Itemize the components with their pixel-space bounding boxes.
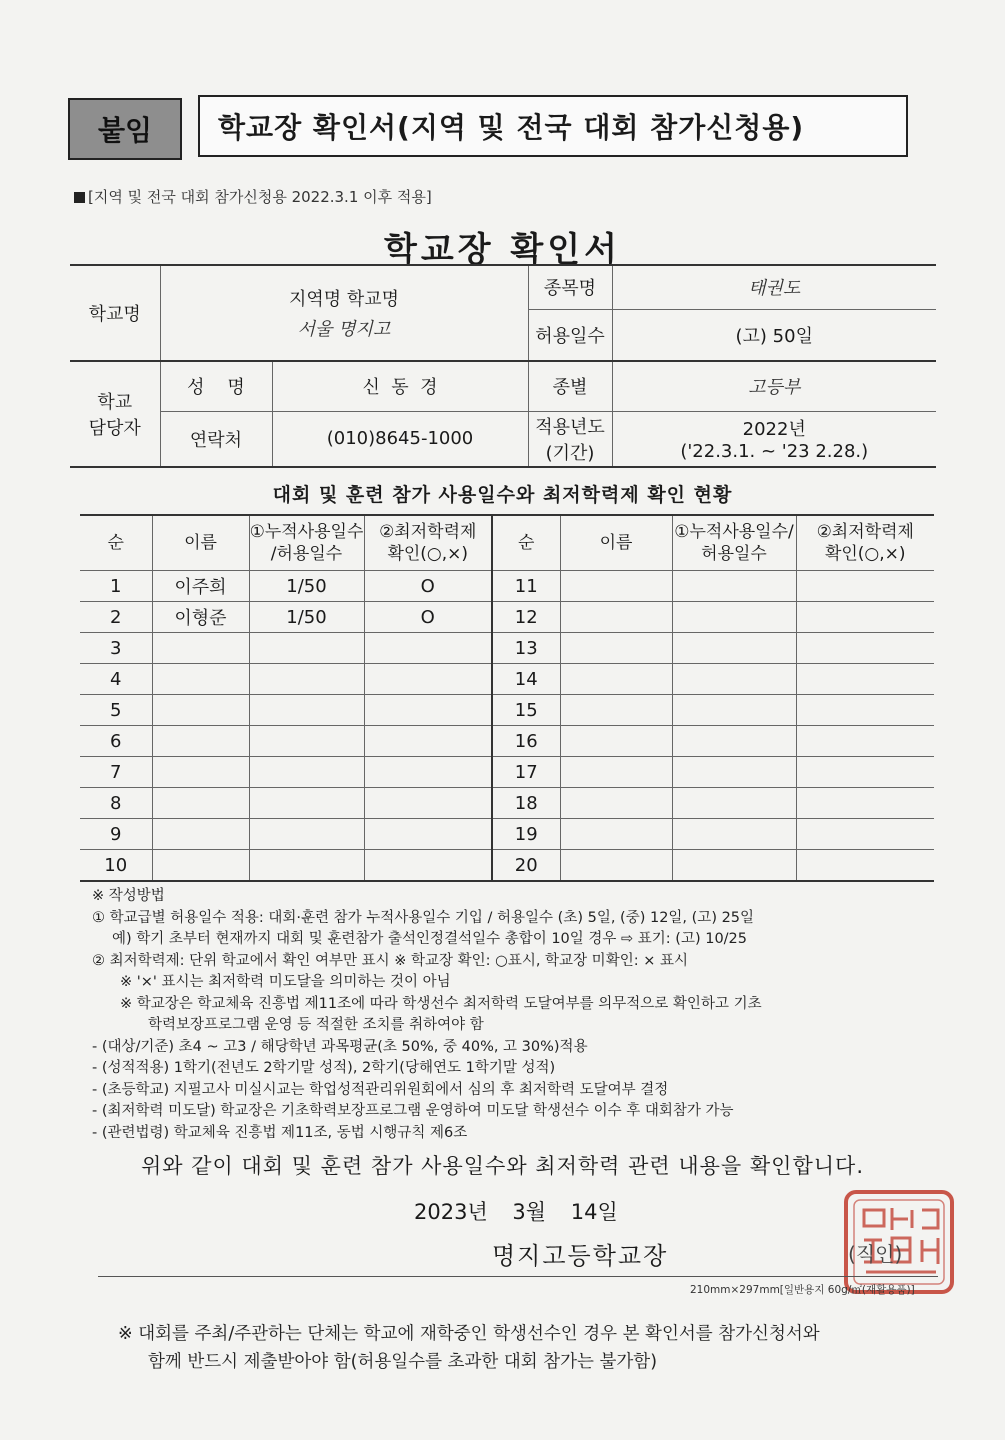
table-cell-no-l: 7 xyxy=(80,757,152,788)
instructions xyxy=(92,886,942,1144)
table-cell-no-l: 5 xyxy=(80,695,152,726)
usage-table-body xyxy=(80,571,934,882)
table-cell-check-r xyxy=(796,695,934,726)
table-cell-check-r xyxy=(796,819,934,850)
table-cell-check-r xyxy=(796,602,934,633)
table-cell-check-l xyxy=(364,633,492,664)
period-value: ('22.3.1. ~ '23 2.28.) xyxy=(680,441,869,463)
manager-label-line2: 담당자 xyxy=(88,418,141,439)
table-cell-name-r xyxy=(560,664,672,695)
top-note-text: [지역 및 전국 대회 참가신청용 2022.3.1 이후 적용] xyxy=(88,188,432,206)
table-cell-check-r xyxy=(796,788,934,819)
table-cell-days-l xyxy=(249,788,364,819)
instruction-line: ① 학교급별 허용일수 적용: 대회·훈련 참가 누적사용일수 기입 / 허용일수 (초) 5일, (중) 12일, (고) 25일 xyxy=(92,909,755,926)
issue-date xyxy=(414,1196,636,1226)
table-cell-no-l: 8 xyxy=(80,788,152,819)
table-row xyxy=(80,571,934,602)
table-cell-days-l xyxy=(249,757,364,788)
table-row xyxy=(80,602,934,633)
col-header-no: 순 xyxy=(80,515,152,571)
document-title: 학교장 확인서 xyxy=(384,230,621,270)
table-cell-no-l: 1 xyxy=(80,571,152,602)
table-cell-days-l xyxy=(249,726,364,757)
table-cell-name-l xyxy=(152,695,249,726)
table-row xyxy=(80,788,934,819)
table-cell-days-l xyxy=(249,819,364,850)
year-cell xyxy=(612,411,936,467)
manager-label-line1: 학교 xyxy=(97,392,133,413)
table-cell-check-r xyxy=(796,571,934,602)
bottom-note xyxy=(118,1320,938,1376)
table-cell-name-l xyxy=(152,788,249,819)
table-cell-days-l: 1/50 xyxy=(249,571,364,602)
table-cell-check-l xyxy=(364,664,492,695)
table-cell-days-l xyxy=(249,695,364,726)
table-cell-days-r xyxy=(672,757,796,788)
table-cell-no-r: 17 xyxy=(492,757,560,788)
instruction-line: - (대상/기준) 초4 ~ 고3 / 해당학년 과목평균(초 50%, 중 40%, 고 30%)적용 xyxy=(92,1038,588,1055)
principal-name: 명지고등학교장 xyxy=(492,1242,669,1270)
table-cell-days-r xyxy=(672,788,796,819)
seal-mark: (직인) xyxy=(848,1242,903,1266)
col-header-name-right: 이름 xyxy=(560,515,672,571)
instruction-line: - (최저학력 미도달) 학교장은 기초학력보장프로그램 운영하여 미도달 학생선수 이수 후 대회참가 가능 xyxy=(92,1103,734,1119)
col-header-academic-right-line2: 확인(○,×) xyxy=(824,544,906,564)
table-cell-name-r xyxy=(560,571,672,602)
table-cell-no-r: 20 xyxy=(492,850,560,882)
top-note xyxy=(74,186,432,207)
col-header-academic-right xyxy=(796,515,934,571)
table-cell-no-r: 16 xyxy=(492,726,560,757)
allowed-days-value: (고) 50일 xyxy=(612,309,936,361)
table-cell-no-r: 11 xyxy=(492,571,560,602)
table-cell-name-r xyxy=(560,850,672,882)
table-cell-name-r xyxy=(560,819,672,850)
table-cell-name-l xyxy=(152,819,249,850)
instruction-line: - (관련법령) 학교체육 진흥법 제11조, 동법 시행규칙 제6조 xyxy=(92,1124,468,1141)
table-cell-check-l xyxy=(364,788,492,819)
col-header-no-right: 순 xyxy=(492,515,560,571)
table-cell-name-l xyxy=(152,757,249,788)
date-day: 14일 xyxy=(570,1200,618,1224)
form-title: 학교장 확인서(지역 및 전국 대회 참가신청용) xyxy=(198,95,908,157)
col-header-academic-right-line1: ②최저학력제 xyxy=(816,522,914,542)
table-cell-days-r xyxy=(672,571,796,602)
table-cell-days-r xyxy=(672,664,796,695)
table-cell-days-r xyxy=(672,819,796,850)
table-cell-days-l xyxy=(249,633,364,664)
col-header-days-line2: /허용일수 xyxy=(270,544,343,564)
table-cell-days-r xyxy=(672,695,796,726)
table-cell-no-l: 2 xyxy=(80,602,152,633)
table-cell-name-l: 이형준 xyxy=(152,602,249,633)
instruction-line: 학력보장프로그램 운영 등 적절한 조치를 취하여야 함 xyxy=(148,1017,484,1033)
school-sub-label: 지역명 학교명 xyxy=(288,289,400,310)
table-cell-no-l: 9 xyxy=(80,819,152,850)
col-header-academic-line2: 확인(○,×) xyxy=(387,544,469,564)
category-value: 고등부 xyxy=(612,361,936,411)
table-cell-check-r xyxy=(796,633,934,664)
square-bullet-icon xyxy=(74,192,85,203)
table-cell-no-r: 15 xyxy=(492,695,560,726)
table-cell-no-l: 4 xyxy=(80,664,152,695)
instruction-heading: ※ 작성방법 xyxy=(92,888,165,904)
table-cell-days-l: 1/50 xyxy=(249,602,364,633)
year-label-line2: (기간) xyxy=(545,442,595,464)
table-cell-name-l: 이주희 xyxy=(152,571,249,602)
category-label: 종별 xyxy=(528,361,612,411)
instruction-line: ※ 학교장은 학교체육 진흥법 제11조에 따라 학생선수 최저학력 도달여부를 의무적으로 확인하고 기초 xyxy=(120,995,762,1012)
table-row xyxy=(80,819,934,850)
usage-header-row xyxy=(80,515,934,571)
year-label xyxy=(528,411,612,467)
col-header-days-right-line1: ①누적사용일수/ xyxy=(674,522,794,542)
manager-label xyxy=(70,361,160,467)
table-cell-days-r xyxy=(672,850,796,882)
footer-divider xyxy=(98,1276,938,1277)
instruction-line: ※ '×' 표시는 최저학력 미도달을 의미하는 것이 아님 xyxy=(120,974,451,990)
table-cell-check-l xyxy=(364,726,492,757)
event-value: 태권도 xyxy=(612,265,936,309)
table-row xyxy=(80,726,934,757)
table-cell-days-r xyxy=(672,633,796,664)
instruction-line: ② 최저학력제: 단위 학교에서 확인 여부만 표시 ※ 학교장 확인: ○표시, 학교장 미확인: × 표시 xyxy=(92,952,688,969)
attachment-label: 붙임 xyxy=(68,98,182,160)
table-cell-no-r: 13 xyxy=(492,633,560,664)
col-header-name: 이름 xyxy=(152,515,249,571)
table-cell-name-r xyxy=(560,788,672,819)
col-header-academic-line1: ②최저학력제 xyxy=(379,522,477,542)
year-value: 2022년 xyxy=(742,419,806,441)
table-cell-name-l xyxy=(152,726,249,757)
table-cell-days-l xyxy=(249,664,364,695)
instruction-line: 예) 학기 초부터 현재까지 대회 및 훈련참가 출석인정결석일수 총합이 10일 경우 ⇨ 표기: (고) 10/25 xyxy=(112,931,748,947)
table-row xyxy=(80,633,934,664)
table-cell-name-l xyxy=(152,633,249,664)
table-cell-check-l xyxy=(364,850,492,882)
table-cell-name-r xyxy=(560,757,672,788)
table-cell-no-l: 6 xyxy=(80,726,152,757)
paper-spec: 210mm×297mm[일반용지 60g/㎡(재활용품)] xyxy=(690,1284,915,1296)
table-cell-name-r xyxy=(560,602,672,633)
table-cell-check-r xyxy=(796,726,934,757)
table-cell-name-r xyxy=(560,633,672,664)
table-cell-check-l: O xyxy=(364,602,492,633)
col-header-days-right xyxy=(672,515,796,571)
info-table xyxy=(70,264,936,468)
year-label-line1: 적용년도 xyxy=(535,416,605,438)
name-value: 신 동 경 xyxy=(272,361,528,411)
table-row xyxy=(80,695,934,726)
table-cell-no-r: 19 xyxy=(492,819,560,850)
date-month: 3월 xyxy=(512,1200,547,1224)
table-cell-check-r xyxy=(796,664,934,695)
allowed-days-label: 허용일수 xyxy=(528,309,612,361)
table-cell-check-l xyxy=(364,819,492,850)
bottom-note-line2: 함께 반드시 제출받아야 함(허용일수를 초과한 대회 참가는 불가함) xyxy=(148,1352,658,1372)
col-header-days-right-line2: 허용일수 xyxy=(701,544,767,564)
contact-value: (010)8645-1000 xyxy=(272,411,528,467)
table-cell-no-l: 3 xyxy=(80,633,152,664)
table-cell-name-r xyxy=(560,726,672,757)
table-cell-name-r xyxy=(560,695,672,726)
instruction-line: - (초등학교) 지필고사 미실시교는 학업성적관리위원회에서 심의 후 최저학력 도달여부 결정 xyxy=(92,1081,669,1098)
event-label: 종목명 xyxy=(528,265,612,309)
school-label: 학교명 xyxy=(70,265,160,361)
table-cell-no-l: 10 xyxy=(80,850,152,882)
bottom-note-line1: ※ 대회를 주최/주관하는 단체는 학교에 재학중인 학생선수인 경우 본 확인서를 참가신청서와 xyxy=(118,1324,820,1344)
table-cell-no-r: 14 xyxy=(492,664,560,695)
table-cell-name-l xyxy=(152,664,249,695)
name-label: 성 명 xyxy=(160,361,272,411)
table-cell-no-r: 12 xyxy=(492,602,560,633)
table-cell-check-r xyxy=(796,850,934,882)
table-row xyxy=(80,664,934,695)
table-cell-check-l: O xyxy=(364,571,492,602)
table-cell-check-l xyxy=(364,757,492,788)
instruction-line: - (성적적용) 1학기(전년도 2학기말 성적), 2학기(당해연도 1학기말 성적) xyxy=(92,1060,556,1076)
table-cell-check-l xyxy=(364,695,492,726)
table-cell-days-l xyxy=(249,850,364,882)
col-header-days xyxy=(249,515,364,571)
table-cell-check-r xyxy=(796,757,934,788)
date-year: 2023년 xyxy=(414,1200,488,1224)
school-cell xyxy=(160,265,528,361)
table-row xyxy=(80,757,934,788)
usage-table xyxy=(80,514,934,882)
school-value: 서울 명지고 xyxy=(297,319,391,340)
col-header-academic xyxy=(364,515,492,571)
table-cell-days-r xyxy=(672,602,796,633)
confirmation-text: 위와 같이 대회 및 훈련 참가 사용일수와 최저학력 관련 내용을 확인합니다. xyxy=(140,1154,864,1178)
table-cell-days-r xyxy=(672,726,796,757)
table-row xyxy=(80,850,934,882)
col-header-days-line1: ①누적사용일수 xyxy=(249,522,364,542)
table-cell-no-r: 18 xyxy=(492,788,560,819)
table-cell-name-l xyxy=(152,850,249,882)
section-title: 대회 및 훈련 참가 사용일수와 최저학력제 확인 현황 xyxy=(272,484,733,506)
contact-label: 연락처 xyxy=(160,411,272,467)
